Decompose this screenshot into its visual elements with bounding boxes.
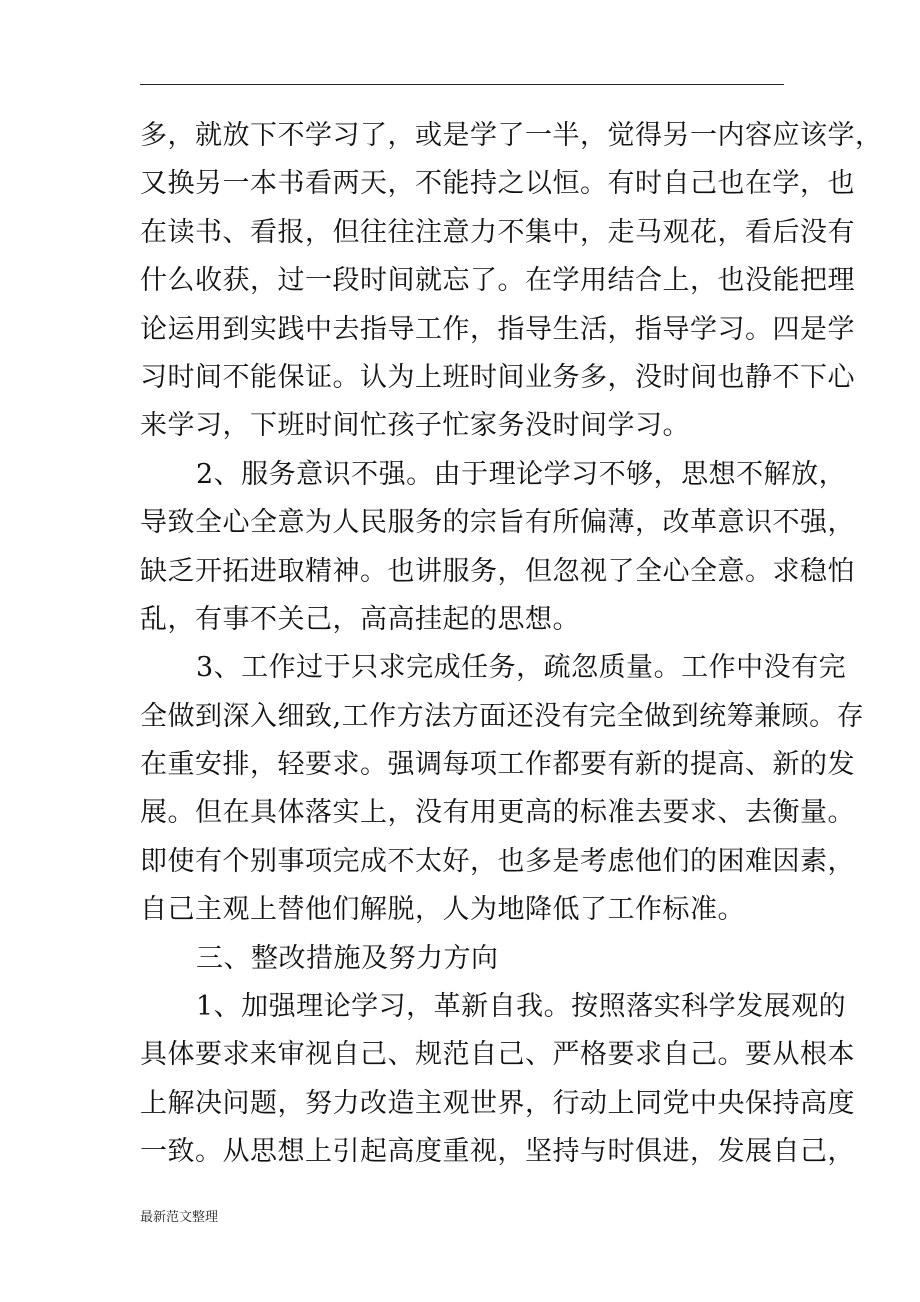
text-line: 一致。从思想上引起高度重视，坚持与时俱进，发展自己， bbox=[140, 1136, 855, 1168]
paragraph-start-line: 3、工作过于只求完成任务，疏忽质量。工作中没有完 bbox=[196, 652, 847, 684]
text-line: 论运用到实践中去指导工作，指导生活，指导学习。四是学 bbox=[140, 313, 855, 345]
text-line: 乱，有事不关己，高高挂起的思想。 bbox=[140, 603, 580, 635]
text-line: 导致全心全意为人民服务的宗旨有所偏薄，改革意识不强， bbox=[140, 507, 855, 539]
text-line: 具体要求来审视自己、规范自己、严格要求自己。要从根本 bbox=[140, 1039, 855, 1071]
text-line: 什么收获，过一段时间就忘了。在学用结合上，也没能把理 bbox=[140, 265, 855, 297]
text-line: 又换另一本书看两天，不能持之以恒。有时自己也在学，也 bbox=[140, 168, 855, 200]
text-line: 缺乏开拓进取精神。也讲服务，但忽视了全心全意。求稳怕 bbox=[140, 555, 855, 587]
text-line: 自己主观上替他们解脱，人为地降低了工作标准。 bbox=[140, 894, 745, 926]
text-line: 来学习，下班时间忙孩子忙家务没时间学习。 bbox=[140, 410, 690, 442]
paragraph-start-line: 2、服务意识不强。由于理论学习不够，思想不解放， bbox=[196, 458, 847, 490]
text-line: 上解决问题，努力改造主观世界，行动上同党中央保持高度 bbox=[140, 1087, 855, 1119]
text-line: 全做到深入细致,工作方法方面还没有完全做到统筹兼顾。存 bbox=[140, 700, 865, 732]
text-line: 即使有个别事项完成不太好，也多是考虑他们的困难因素， bbox=[140, 845, 855, 877]
text-line: 习时间不能保证。认为上班时间业务多，没时间也静不下心 bbox=[140, 361, 855, 393]
paragraph-start-line: 1、加强理论学习，革新自我。按照落实科学发展观的 bbox=[196, 991, 847, 1023]
footer-text: 最新范文整理 bbox=[140, 1210, 219, 1225]
text-line: 在读书、看报，但往往注意力不集中，走马观花，看后没有 bbox=[140, 216, 855, 248]
text-line: 展。但在具体落实上，没有用更高的标准去要求、去衡量。 bbox=[140, 797, 855, 829]
document-body bbox=[140, 112, 883, 1177]
text-line: 多，就放下不学习了，或是学了一半，觉得另一内容应该学， bbox=[140, 120, 883, 151]
text-line: 在重安排，轻要求。强调每项工作都要有新的提高、新的发 bbox=[140, 749, 855, 781]
section-heading: 三、整改措施及努力方向 bbox=[196, 942, 499, 974]
header-rule bbox=[140, 84, 784, 85]
